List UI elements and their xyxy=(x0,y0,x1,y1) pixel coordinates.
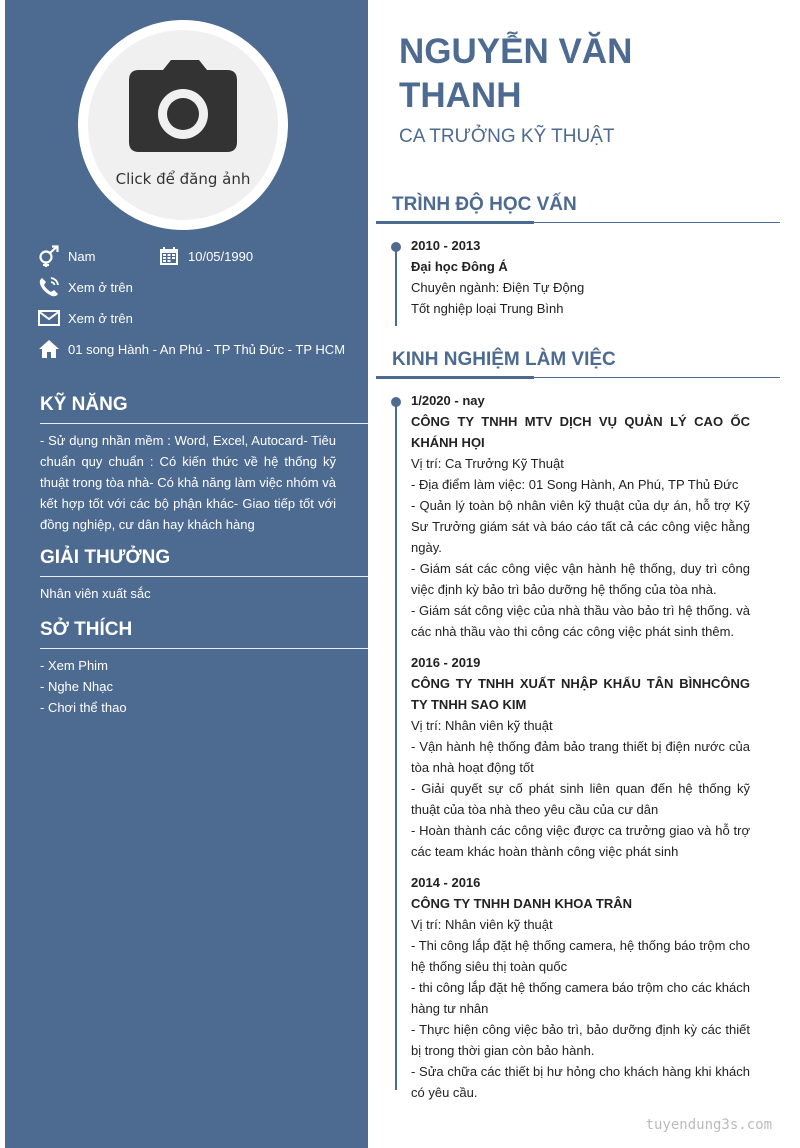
job-detail: - Thực hiện công việc bảo trì, bảo dưỡng định kỳ các thiết bị trong thời gian còn bảo hành. xyxy=(411,1022,750,1058)
education-period: 2010 - 2013 xyxy=(411,238,481,253)
candidate-name: NGUYỄN VĂN THANH xyxy=(399,32,633,115)
job-detail: - Hoàn thành các công việc được ca trưởng giao và hỗ trợ các team khác hoàn thành công việc phát sinh xyxy=(411,823,750,859)
job-detail: - Sửa chữa các thiết bị hư hỏng cho khách hàng khi khách có yêu cầu. xyxy=(411,1064,750,1100)
candidate-title: CA TRƯỞNG KỸ THUẬT xyxy=(399,126,615,147)
awards-heading: GIẢI THƯỞNG xyxy=(40,547,171,568)
job-period: 2016 - 2019 xyxy=(411,655,481,670)
address-row xyxy=(38,338,345,360)
skills-divider xyxy=(40,423,368,424)
birthdate-row xyxy=(158,245,253,267)
experience-timeline xyxy=(395,402,397,1090)
phone-value: Xem ở trên xyxy=(68,279,133,295)
experience-job xyxy=(411,390,750,642)
education-divider-accent xyxy=(376,221,534,224)
avatar-placeholder[interactable] xyxy=(88,30,278,220)
gender-icon xyxy=(38,245,60,267)
awards-divider xyxy=(40,576,368,577)
watermark: tuyendung3s.com xyxy=(645,1117,772,1133)
job-company: CÔNG TY TNHH XUẤT NHẬP KHẨU TÂN BÌNHCÔNG TY TNHH SAO KIM xyxy=(411,676,750,712)
job-company: CÔNG TY TNHH DANH KHOA TRÂN xyxy=(411,896,632,911)
gender-row xyxy=(38,245,95,267)
sidebar xyxy=(5,0,368,1148)
job-detail: - Giải quyết sự cố phát sinh liên quan đến hệ thống kỹ thuật của tòa nhà theo yêu cầu của cư dân xyxy=(411,781,750,817)
timeline-dot xyxy=(391,397,401,407)
hobbies-list xyxy=(40,655,127,718)
calendar-icon xyxy=(158,245,180,267)
experience-job xyxy=(411,872,750,1103)
list-item: - Xem Phim xyxy=(40,658,108,673)
hobbies-divider xyxy=(40,648,368,649)
job-detail: Vị trí: Nhân viên kỹ thuật xyxy=(411,917,553,932)
timeline-dot xyxy=(391,242,401,252)
email-value: Xem ở trên xyxy=(68,310,133,326)
job-detail: - Giám sát các công việc vận hành hệ thống, duy trì công việc định kỳ bảo trì bảo dưỡng hệ thống của tòa nhà. xyxy=(411,561,750,597)
experience-divider-accent xyxy=(376,376,534,379)
camera-icon xyxy=(129,60,237,154)
education-major: Chuyên ngành: Điện Tự Động xyxy=(411,280,585,295)
job-detail: Vị trí: Nhân viên kỹ thuật xyxy=(411,718,553,733)
skills-text: - Sử dụng nhần mềm : Word, Excel, Autocard- Tiêu chuẩn quy chuẩn : Có kiến thức về hệ thống kỹ thuật trong tòa nhà- Có khả năng làm việc nhóm và kết hợp tốt với các bộ phận khác- Giao tiếp tốt với đồng nghiệp, cư dân hay khách hàng xyxy=(40,433,336,532)
job-company: CÔNG TY TNHH MTV DỊCH VỤ QUẢN LÝ CAO ỐC KHÁNH HỌI xyxy=(411,414,750,450)
job-detail: Vị trí: Ca Trưởng Kỹ Thuật xyxy=(411,456,564,471)
experience-heading: KINH NGHIỆM LÀM VIỆC xyxy=(392,349,616,370)
education-heading: TRÌNH ĐỘ HỌC VẤN xyxy=(392,194,577,215)
education-entry xyxy=(411,235,750,319)
phone-icon xyxy=(38,276,60,298)
job-period: 1/2020 - nay xyxy=(411,393,485,408)
list-item: - Nghe Nhạc xyxy=(40,679,113,694)
job-period: 2014 - 2016 xyxy=(411,875,481,890)
birthdate-value: 10/05/1990 xyxy=(188,248,254,264)
education-school: Đại học Đông Á xyxy=(411,259,508,274)
job-detail: - Quản lý toàn bộ nhân viên kỹ thuật của dự án, hỗ trợ Kỹ Sư Trưởng giám sát và báo cáo tất cả các công việc hằng ngày. xyxy=(411,498,750,555)
experience-job xyxy=(411,652,750,862)
phone-row xyxy=(38,276,133,298)
job-detail: - Địa điểm làm việc: 01 Song Hành, An Phú, TP Thủ Đức xyxy=(411,477,739,492)
gender-value: Nam xyxy=(68,248,96,264)
home-icon xyxy=(38,338,60,360)
education-result: Tốt nghiệp loại Trung Bình xyxy=(411,301,564,316)
address-value: 01 song Hành - An Phú - TP Thủ Đức - TP HCM xyxy=(68,341,346,357)
job-detail: - Giám sát công việc của nhà thầu vào bảo trì hệ thống. và các nhà thầu vào thi công các công việc phát sinh thêm. xyxy=(411,603,750,639)
job-detail: - Thi công lắp đặt hệ thống camera, hệ thống báo trộm cho hệ thống siêu thị toàn quốc xyxy=(411,938,750,974)
avatar-upload[interactable] xyxy=(78,20,288,230)
list-item: - Chơi thể thao xyxy=(40,700,127,715)
job-detail: - thi công lắp đặt hệ thống camera báo trộm cho các khách hàng tư nhân xyxy=(411,980,750,1016)
upload-photo-caption[interactable]: Click để đăng ảnh xyxy=(115,170,251,188)
job-detail: - Vận hành hệ thống đảm bảo trang thiết bị điện nước của tòa nhà hoạt động tốt xyxy=(411,739,750,775)
skills-heading: KỸ NĂNG xyxy=(40,394,128,415)
hobbies-heading: SỞ THÍCH xyxy=(40,619,133,640)
envelope-icon xyxy=(38,307,60,329)
awards-text: Nhân viên xuất sắc xyxy=(40,586,151,601)
email-row xyxy=(38,307,133,329)
education-timeline xyxy=(395,246,397,326)
